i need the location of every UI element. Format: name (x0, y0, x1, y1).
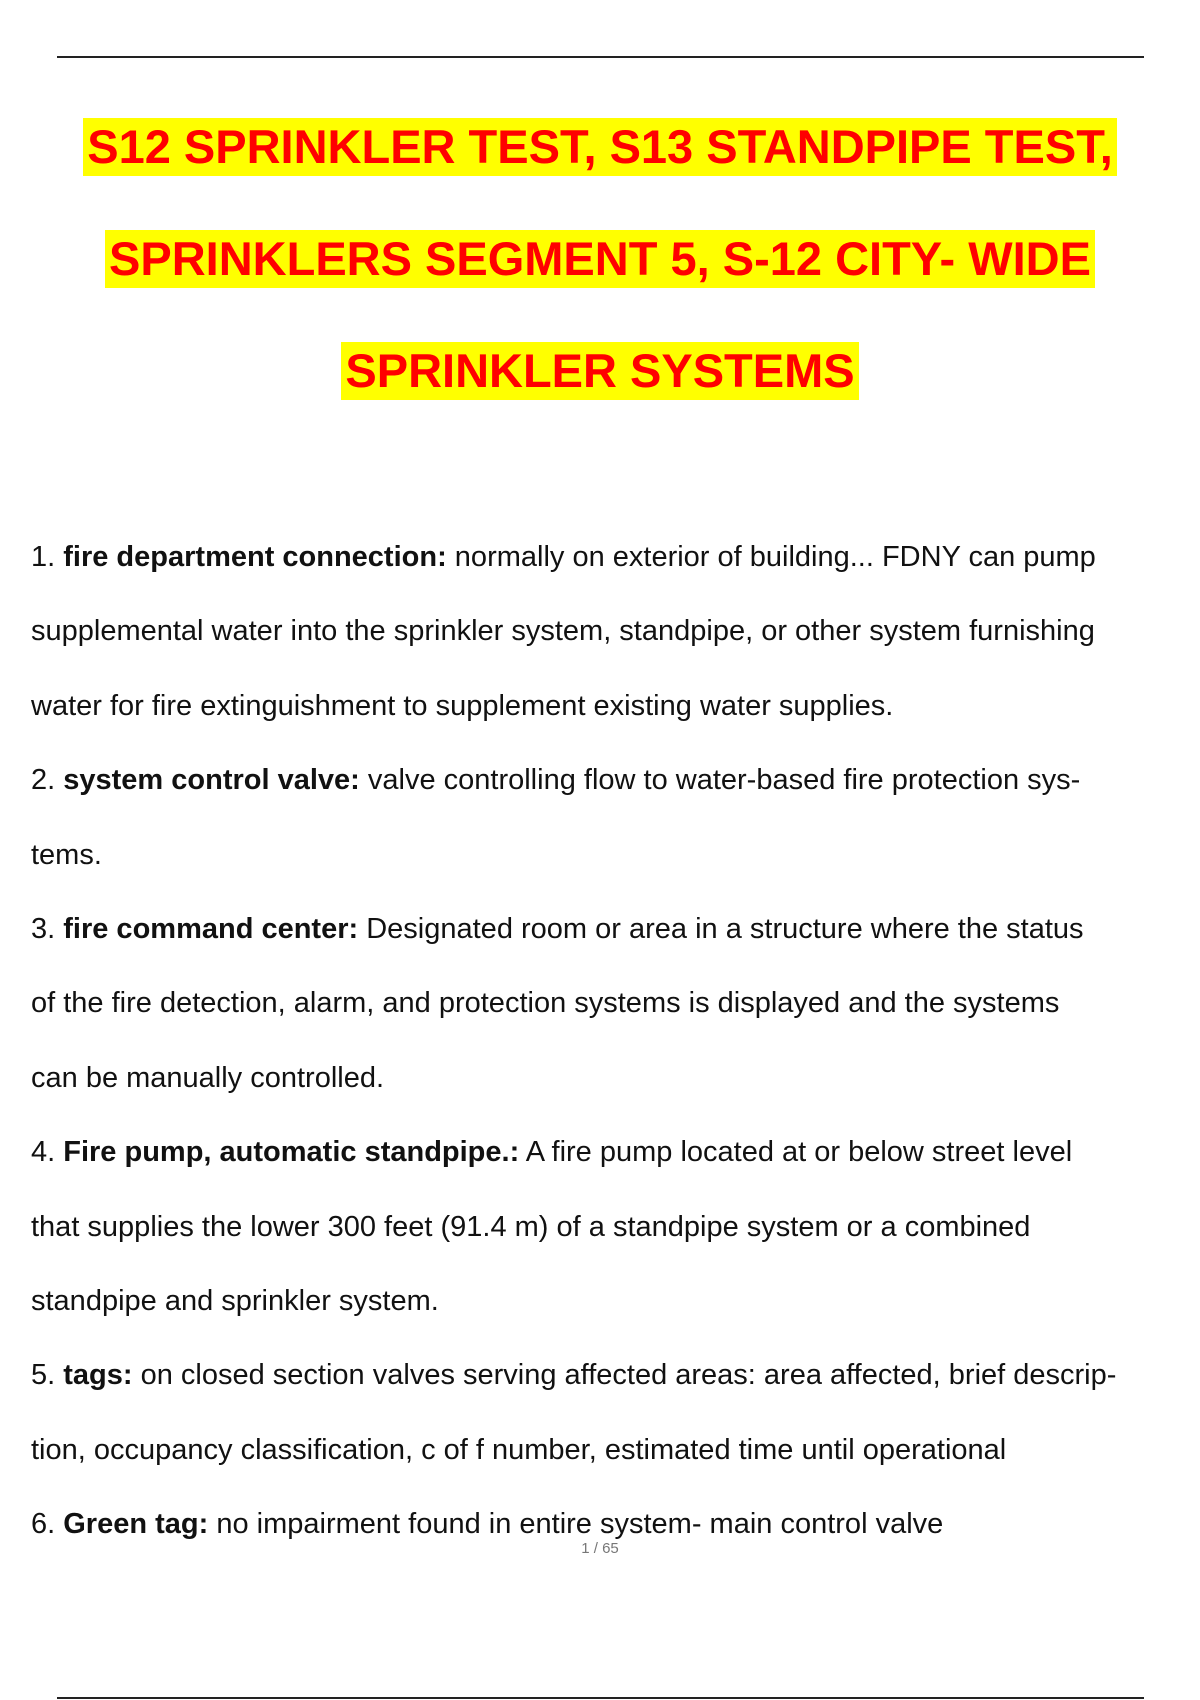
entry-text: can be manually controlled. (31, 1061, 385, 1094)
entry-text: standpipe and sprinkler system. (31, 1285, 439, 1318)
entry-term: tags: (63, 1359, 133, 1392)
title-line-3-text: SPRINKLER SYSTEMS (341, 342, 858, 400)
entry-text: normally on exterior of building... FDNY can pump (446, 541, 1096, 573)
definition-entry-4 (31, 1115, 1200, 1338)
entry-number: 2. (31, 764, 56, 797)
entry-number: 1. (31, 541, 56, 573)
entry-text: tion, occupancy classification, c of f number, estimated time until operational (31, 1433, 1007, 1466)
title-line-1-text: S12 SPRINKLER TEST, S13 STANDPIPE TEST, (83, 118, 1117, 176)
entry-text: supplemental water into the sprinkler system, standpipe, or other system furnishing (31, 615, 1095, 648)
top-rule (57, 56, 1144, 58)
entry-text: A fire pump located at or below street level (519, 1136, 1073, 1169)
entry-term: fire command center: (63, 913, 359, 946)
entry-5-line-1 (31, 1338, 1200, 1412)
entry-term: fire department connection: (63, 541, 447, 573)
definition-list (31, 520, 1200, 1562)
definition-entry-2 (31, 743, 1200, 892)
title-line-2-text: SPRINKLERS SEGMENT 5, S-12 CITY- WIDE (105, 230, 1095, 288)
entry-number: 4. (31, 1136, 56, 1169)
page-number: 1 / 65 (581, 1540, 619, 1557)
entry-term: Green tag: (63, 1508, 209, 1541)
entry-text: tems. (31, 838, 102, 871)
entry-4-line-1 (31, 1115, 1200, 1189)
bottom-rule (57, 1697, 1144, 1699)
entry-2-line-1 (31, 743, 1200, 817)
entry-term: system control valve: (63, 764, 360, 797)
entry-text: of the fire detection, alarm, and protection systems is displayed and the systems (31, 987, 1060, 1020)
definition-entry-3 (31, 892, 1200, 1115)
definition-entry-1 (31, 520, 1200, 743)
entry-3-line-1 (31, 892, 1200, 966)
entry-number: 5. (31, 1359, 56, 1392)
entry-term: Fire pump, automatic standpipe.: (63, 1136, 520, 1169)
title-line-1 (0, 118, 1200, 230)
definition-entry-5 (31, 1338, 1200, 1487)
entry-text: Designated room or area in a structure where the status (358, 913, 1084, 946)
title-line-2 (0, 230, 1200, 342)
entry-number: 6. (31, 1508, 56, 1541)
entry-text: that supplies the lower 300 feet (91.4 m) of a standpipe system or a combined (31, 1210, 1031, 1243)
title-line-3 (0, 342, 1200, 454)
entry-text: no impairment found in entire system- main control valve (208, 1508, 944, 1541)
entry-text: on closed section valves serving affected areas: area affected, brief descrip- (132, 1359, 1117, 1392)
document-title (0, 118, 1200, 454)
entry-1-line-1 (31, 520, 1200, 594)
entry-text: valve controlling flow to water-based fire protection sys- (359, 764, 1081, 797)
entry-number: 3. (31, 913, 56, 946)
entry-text: water for fire extinguishment to supplement existing water supplies. (31, 689, 894, 722)
